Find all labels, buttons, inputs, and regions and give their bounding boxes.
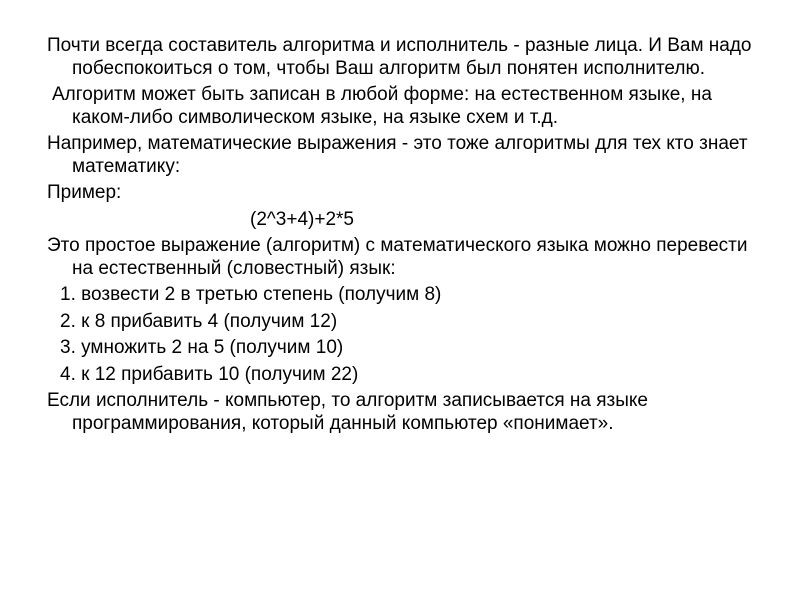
paragraph-algorithm-forms: Алгоритм может быть записан в любой форме: на естественном языке, на каком-либо символическом языке, на языке схем и т.д. [52,84,712,128]
paragraph-executor: Почти всегда составитель алгоритма и исполнитель - разные лица. И Вам надо побеспокоиться о том, чтобы Ваш алгоритм был понятен исполнителю. [47,35,752,79]
step-item-2: 2. к 8 прибавить 4 (получим 12) [60,310,338,332]
formula: (2^3+4)+2*5 [250,208,354,230]
step-item-4: 4. к 12 прибавить 10 (получим 22) [60,363,359,385]
paragraph-computer-executor: Если исполнитель - компьютер, то алгоритм записывается на языке программирования, который данный компьютер «понимает». [47,390,648,434]
step-item-1: 1. возвести 2 в третью степень (получим 8) [60,284,442,305]
slide-content [47,35,767,439]
paragraph-math-expressions: Например, математические выражения - это тоже алгоритмы для тех кто знает математику: [47,133,748,177]
step-item-3: 3. умножить 2 на 5 (получим 10) [60,337,344,358]
paragraph-translation: Это простое выражение (алгоритм) с математического языка можно перевести на естественный (словестный) язык: [47,235,748,279]
paragraph-example-label: Пример: [47,182,122,203]
